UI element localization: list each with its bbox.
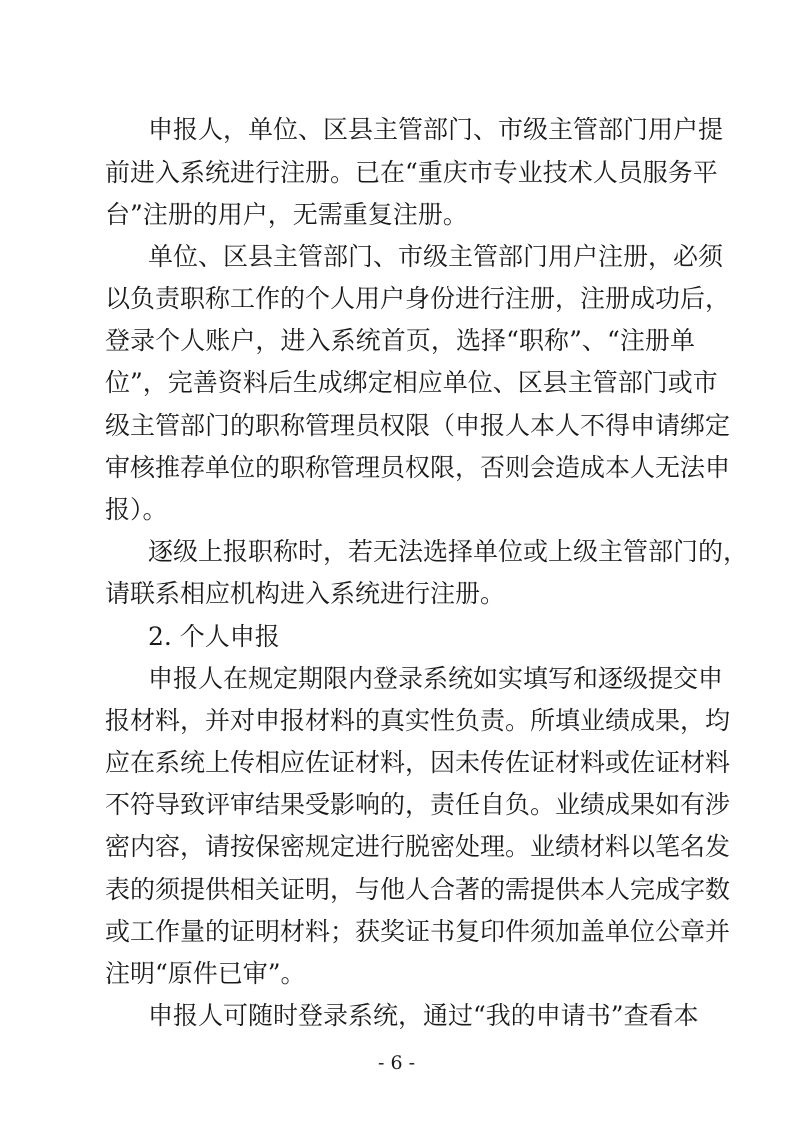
paragraph-1-line-2: 前进入系统进行注册。已在“重庆市专业技术人员服务平: [105, 158, 718, 187]
paragraph-4-line-7: 或工作量的证明材料；获奖证书复印件须加盖单位公章并: [105, 917, 731, 946]
paragraph-2-line-7: 报）。: [105, 495, 168, 524]
paragraph-3-line-2: 请联系相应机构进入系统进行注册。: [105, 579, 506, 608]
paragraph-2-line-1: 单位、区县主管部门、市级主管部门用户注册，必须: [148, 242, 724, 271]
paragraph-2-line-5: 级主管部门的职称管理员权限（申报人本人不得申请绑定: [105, 411, 731, 440]
section-heading: 2. 个人申报: [148, 622, 280, 651]
page-number: - 6 -: [377, 1052, 415, 1074]
paragraph-5-line-1: 申报人可随时登录系统，通过“我的申请书”查看本: [148, 1001, 699, 1030]
paragraph-4-line-3: 应在系统上传相应佐证材料，因未传佐证材料或佐证材料: [105, 748, 731, 777]
paragraph-4-line-2: 报材料，并对申报材料的真实性负责。所填业绩成果，均: [105, 706, 731, 735]
paragraph-4-line-8: 注明“原件已审”。: [105, 959, 306, 988]
paragraph-4-line-4: 不符导致评审结果受影响的，责任自负。业绩成果如有涉: [105, 790, 731, 819]
paragraph-2-line-6: 审核推荐单位的职称管理员权限，否则会造成本人无法申: [105, 453, 731, 482]
paragraph-2-line-2: 以负责职称工作的个人用户身份进行注册，注册成功后，: [105, 284, 731, 313]
paragraph-4-line-5: 密内容，请按保密规定进行脱密处理。业绩材料以笔名发: [105, 832, 731, 861]
paragraph-3-line-1: 逐级上报职称时，若无法选择单位或上级主管部门的，: [148, 537, 749, 566]
paragraph-1-line-3: 台”注册的用户，无需重复注册。: [105, 200, 468, 229]
paragraph-1-line-1: 申报人，单位、区县主管部门、市级主管部门用户提: [148, 115, 724, 144]
paragraph-2-line-4: 位”，完善资料后生成绑定相应单位、区县主管部门或市: [105, 368, 718, 397]
paragraph-4-line-1: 申报人在规定期限内登录系统如实填写和逐级提交申: [148, 664, 724, 693]
paragraph-2-line-3: 登录个人账户，进入系统首页，选择“职称”、“注册单: [105, 326, 695, 355]
paragraph-4-line-6: 表的须提供相关证明，与他人合著的需提供本人完成字数: [105, 875, 731, 904]
